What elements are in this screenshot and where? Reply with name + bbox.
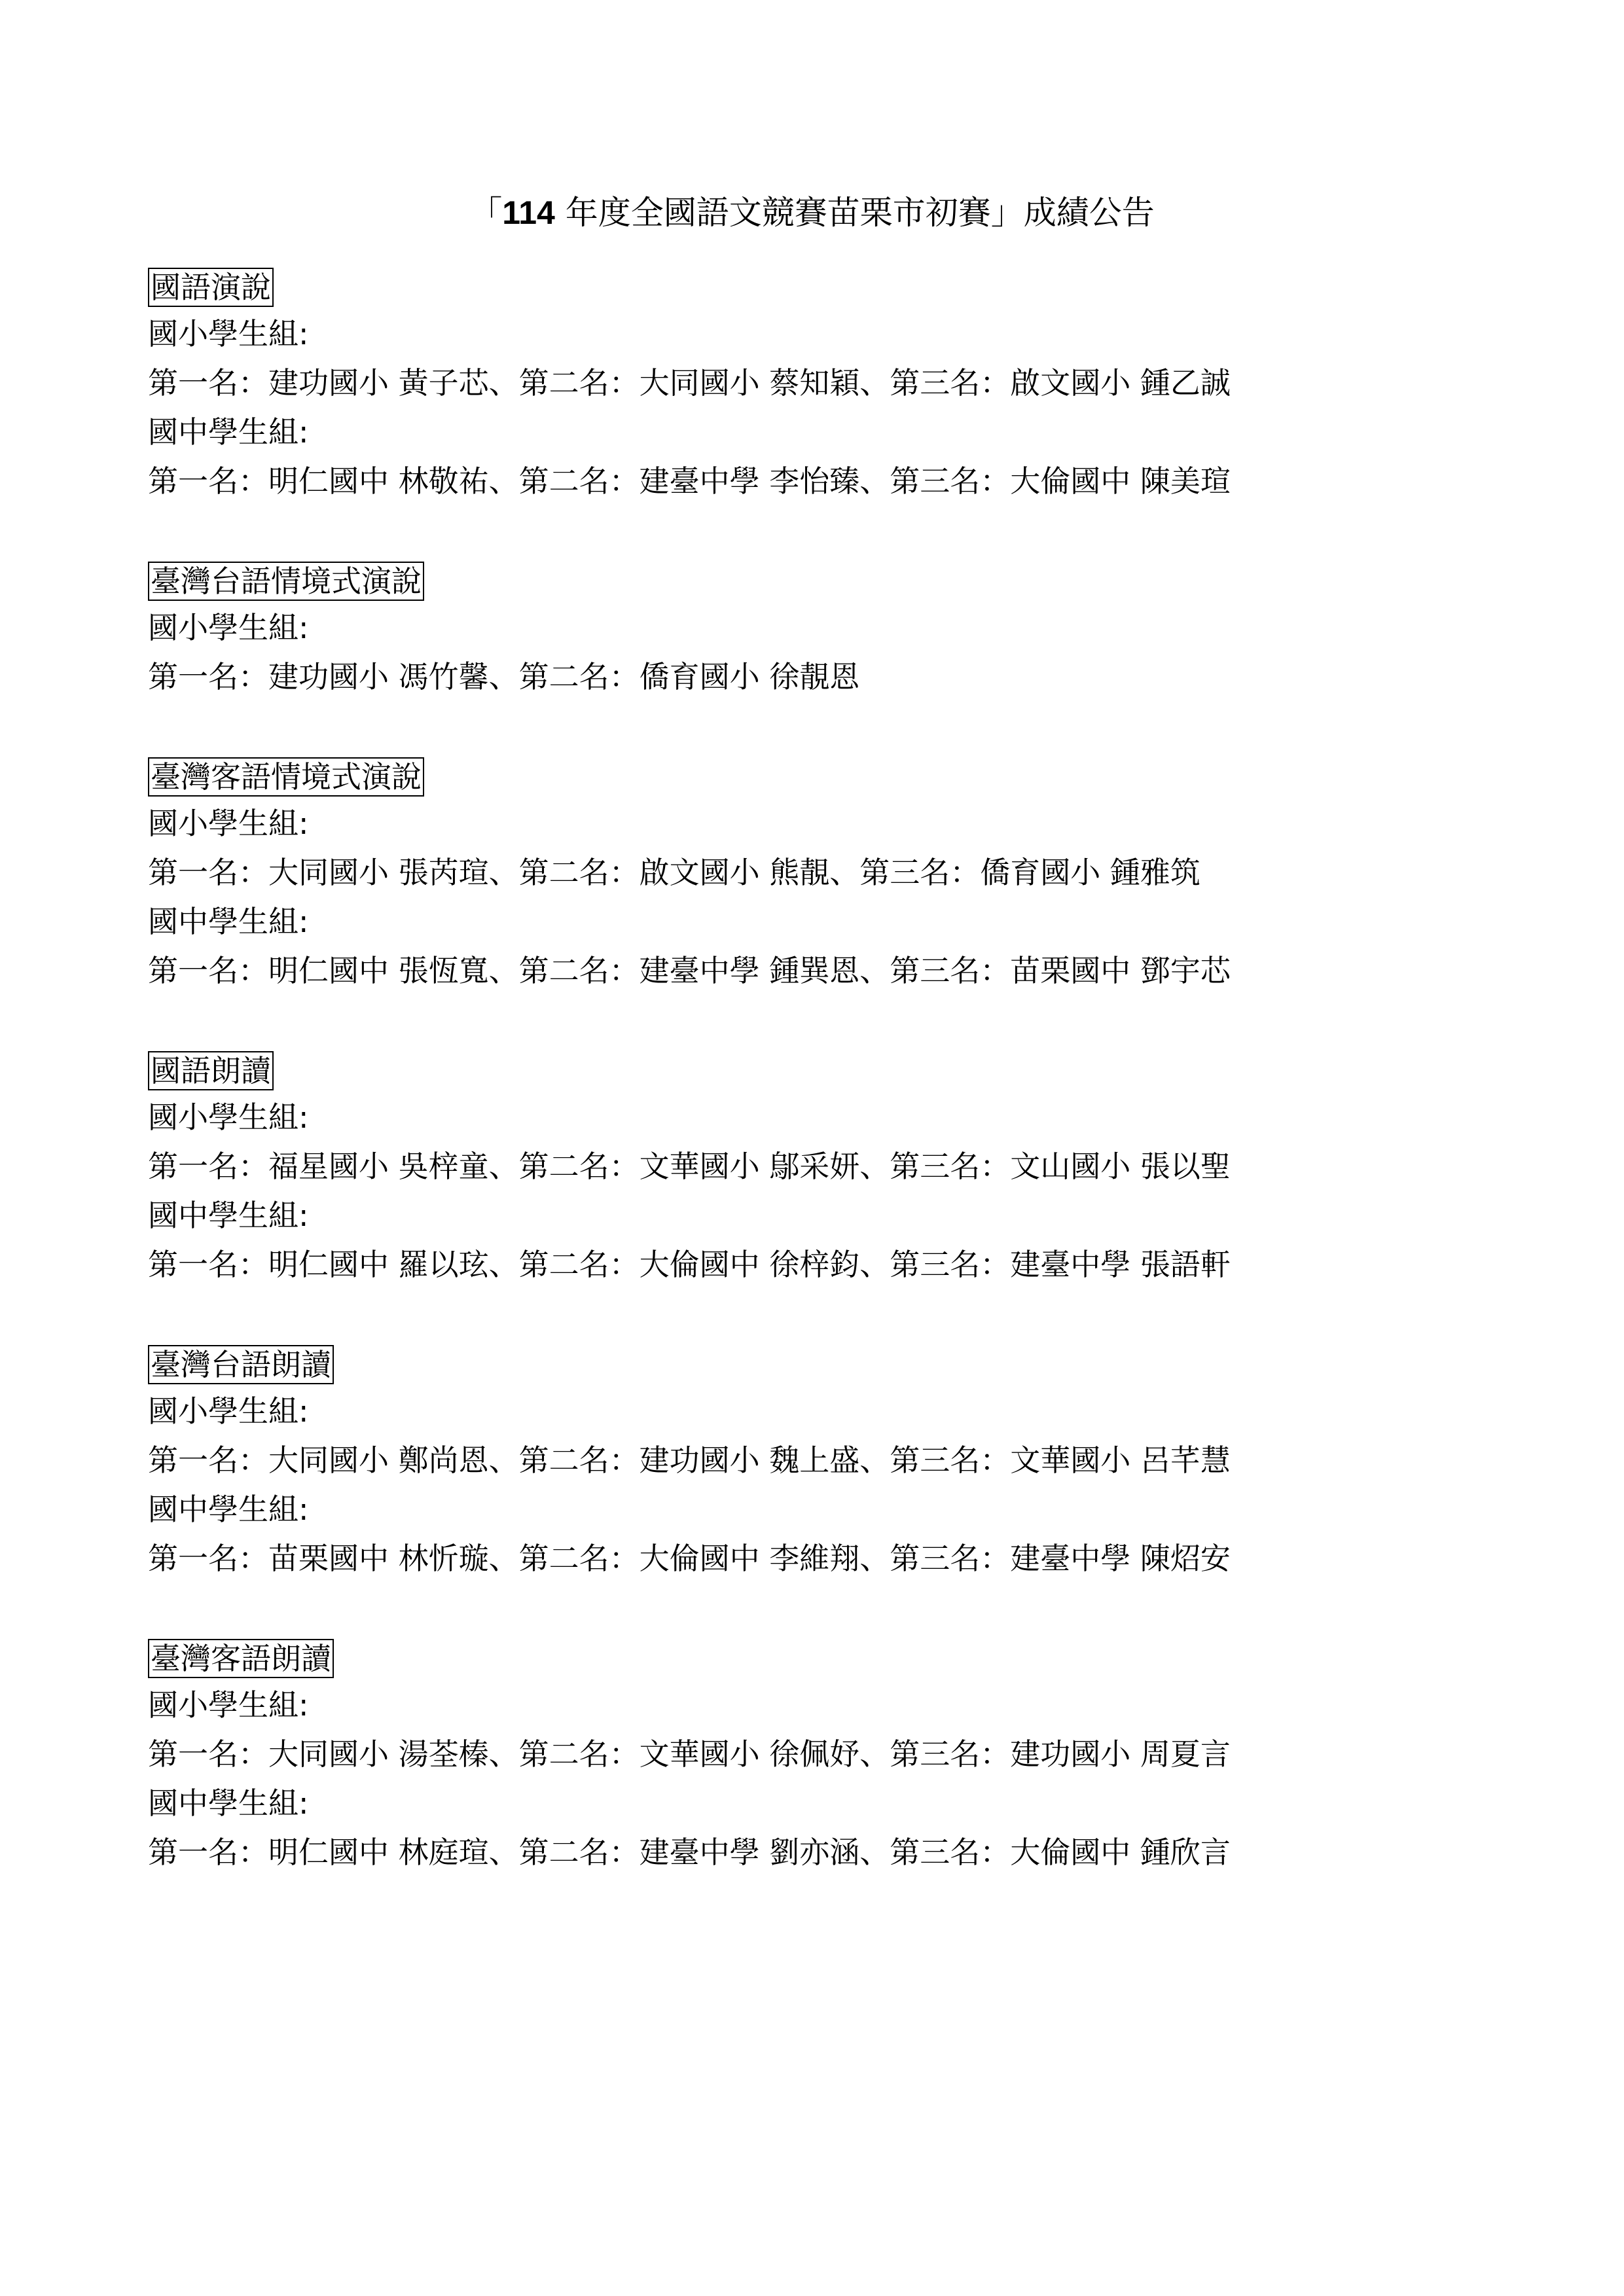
page-title bbox=[0, 188, 1624, 237]
group-results: 第一名：明仁國中 林庭瑄、第二名：建臺中學 劉亦涵、第三名：大倫國中 鍾欣言 bbox=[148, 1835, 1231, 1870]
section-hakka-reading bbox=[148, 1632, 1523, 1877]
title-year: 114 bbox=[502, 194, 555, 231]
group-label: 國小學生組: bbox=[148, 316, 309, 351]
section-heading: 臺灣客語朗讀 bbox=[148, 1639, 334, 1678]
section-heading: 國語演說 bbox=[148, 268, 274, 307]
section-taiwanese-reading bbox=[148, 1338, 1523, 1583]
results-list bbox=[148, 260, 1523, 1926]
group-results: 第一名：明仁國中 林敬祐、第二名：建臺中學 李怡臻、第三名：大倫國中 陳美瑄 bbox=[148, 463, 1231, 499]
section-hakka-situational-speech bbox=[148, 750, 1523, 996]
group-label: 國小學生組: bbox=[148, 1687, 309, 1723]
group-label: 國中學生組: bbox=[148, 414, 309, 450]
group-results: 第一名：大同國小 鄭尚恩、第二名：建功國小 魏上盛、第三名：文華國小 呂芊慧 bbox=[148, 1443, 1231, 1478]
group-label: 國小學生組: bbox=[148, 806, 309, 841]
group-results: 第一名：明仁國中 羅以玹、第二名：大倫國中 徐梓鈞、第三名：建臺中學 張語軒 bbox=[148, 1247, 1231, 1282]
group-results: 第一名：建功國小 黃子芯、第二名：大同國小 蔡知穎、第三名：啟文國小 鍾乙誠 bbox=[148, 365, 1231, 401]
group-results: 第一名：大同國小 湯荃榛、第二名：文華國小 徐佩妤、第三名：建功國小 周夏言 bbox=[148, 1736, 1231, 1772]
section-mandarin-speech bbox=[148, 260, 1523, 506]
group-results: 第一名：建功國小 馮竹馨、第二名：僑育國小 徐靚恩 bbox=[148, 659, 860, 694]
group-label: 國中學生組: bbox=[148, 1492, 309, 1527]
group-label: 國中學生組: bbox=[148, 1198, 309, 1233]
group-results: 第一名：福星國小 吳梓童、第二名：文華國小 鄔采妍、第三名：文山國小 張以聖 bbox=[148, 1149, 1231, 1184]
group-results: 第一名：明仁國中 張恆寬、第二名：建臺中學 鍾巽恩、第三名：苗栗國中 鄧宇芯 bbox=[148, 953, 1231, 988]
title-open-quote: 「 bbox=[469, 194, 503, 232]
group-label: 國中學生組: bbox=[148, 1785, 309, 1821]
section-heading: 臺灣台語朗讀 bbox=[148, 1345, 334, 1384]
section-mandarin-reading bbox=[148, 1044, 1523, 1289]
section-heading: 國語朗讀 bbox=[148, 1051, 274, 1090]
group-label: 國小學生組: bbox=[148, 1100, 309, 1135]
section-taiwanese-situational-speech bbox=[148, 554, 1523, 702]
group-results: 第一名：苗栗國中 林忻璇、第二名：大倫國中 李維翔、第三名：建臺中學 陳炤安 bbox=[148, 1541, 1231, 1576]
title-text: 年度全國語文競賽苗栗市初賽」成績公告 bbox=[554, 194, 1155, 232]
group-results: 第一名：大同國小 張芮瑄、第二名：啟文國小 熊靚、第三名：僑育國小 鍾雅筑 bbox=[148, 855, 1200, 890]
group-label: 國小學生組: bbox=[148, 1393, 309, 1429]
section-heading: 臺灣客語情境式演說 bbox=[148, 757, 424, 797]
group-label: 國中學生組: bbox=[148, 904, 309, 939]
section-heading: 臺灣台語情境式演說 bbox=[148, 562, 424, 601]
group-label: 國小學生組: bbox=[148, 610, 309, 645]
